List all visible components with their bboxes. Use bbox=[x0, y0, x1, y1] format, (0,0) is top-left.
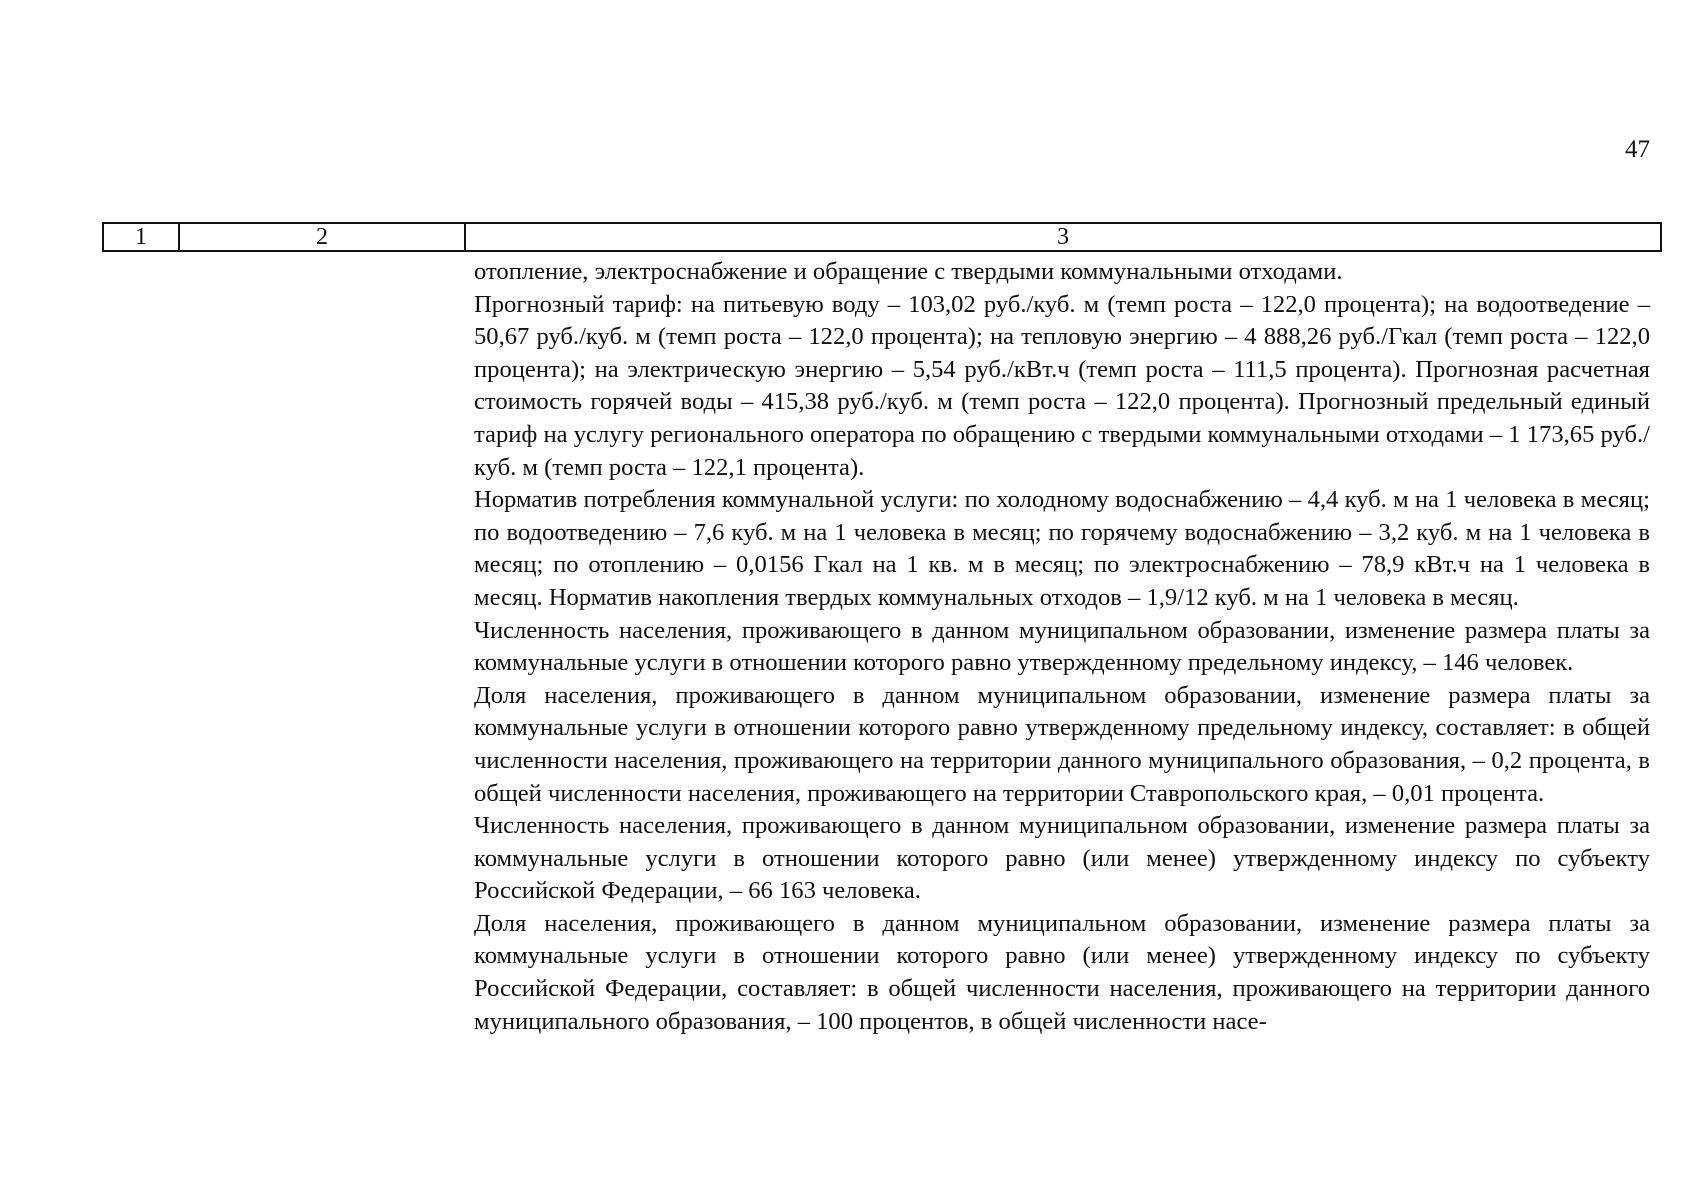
paragraph-consumption-norm: Норматив потребления коммунальной услуги: по холодному водоснабжению – 4,4 куб. м на 1 человека в месяц; по водоотведению – 7,6 куб. м на 1 человека в месяц; по горячему водоснабжению – 3,2 куб. м на 1 человека в месяц; по отоплению – 0,0156 Гкал на 1 кв. м в месяц; по электроснабжению – 78,9 кВт.ч на 1 человека в месяц. Норматив накопления твердых коммунальных отходов – 1,9/12 куб. м на 1 человека в месяц. bbox=[474, 486, 1650, 611]
page-number: 47 bbox=[1625, 136, 1650, 163]
paragraph-population-count: Численность населения, проживающего в данном муниципальном образовании, изменение размера платы за коммунальные услуги в отношении которого равно утвержденному предельному индексу, – 146 человек. bbox=[474, 616, 1650, 677]
paragraph-forecast-tariff: Прогнозный тариф: на питьевую воду – 103,02 руб./куб. м (темп роста – 122,0 процента); на водоотведение – 50,67 руб./куб. м (темп роста – 122,0 процента); на тепловую энергию – 4 888,26 руб./Гкал (темп роста – 122,0 процента); на электрическую энергию – 5,54 руб./кВт.ч (темп роста – 111,5 процента). Прогнозная расчетная стоимость горячей воды – 415,38 руб./куб. м (темп роста – 122,0 процента). Прогнозный предельный единый тариф на услугу регионального оператора по обращению с твердыми коммунальными отходами – 1 173,65 руб./куб. м (темп роста – 122,1 процента). bbox=[474, 290, 1650, 481]
paragraph-population-share-region: Доля населения, проживающего в данном муниципальном образовании, изменение размера платы за коммунальные услуги в отношении которого равно (или менее) утвержденному индексу по субъекту Российской Федерации, составляет: в общей численности населения, проживающего на территории данного муниципального образования, – 100 процентов, в общей численности насе- bbox=[474, 909, 1650, 1035]
table-header-col-2: 2 bbox=[180, 224, 466, 250]
table-header-col-1: 1 bbox=[104, 224, 180, 250]
table-header-col-3: 3 bbox=[1057, 224, 1069, 250]
table-header-row bbox=[102, 222, 1662, 252]
paragraph-population-count-region: Численность населения, проживающего в данном муниципальном образовании, изменение размера платы за коммунальные услуги в отношении которого равно (или менее) утвержденному индексу по субъекту Российской Федерации, – 66 163 человека. bbox=[474, 812, 1650, 905]
paragraph-population-share: Доля населения, проживающего в данном муниципальном образовании, изменение размера платы за коммунальные услуги в отношении которого равно утвержденному предельному индексу, составляет: в общей численности населения, проживающего на территории данного муниципального образования, – 0,2 процента, в общей численности населения, проживающего на территории Ставропольского края, – 0,01 процента. bbox=[474, 681, 1650, 807]
paragraph-continuation: отопление, электроснабжение и обращение с твердыми коммунальными отходами. bbox=[474, 258, 1343, 285]
document-body bbox=[474, 256, 1650, 1038]
